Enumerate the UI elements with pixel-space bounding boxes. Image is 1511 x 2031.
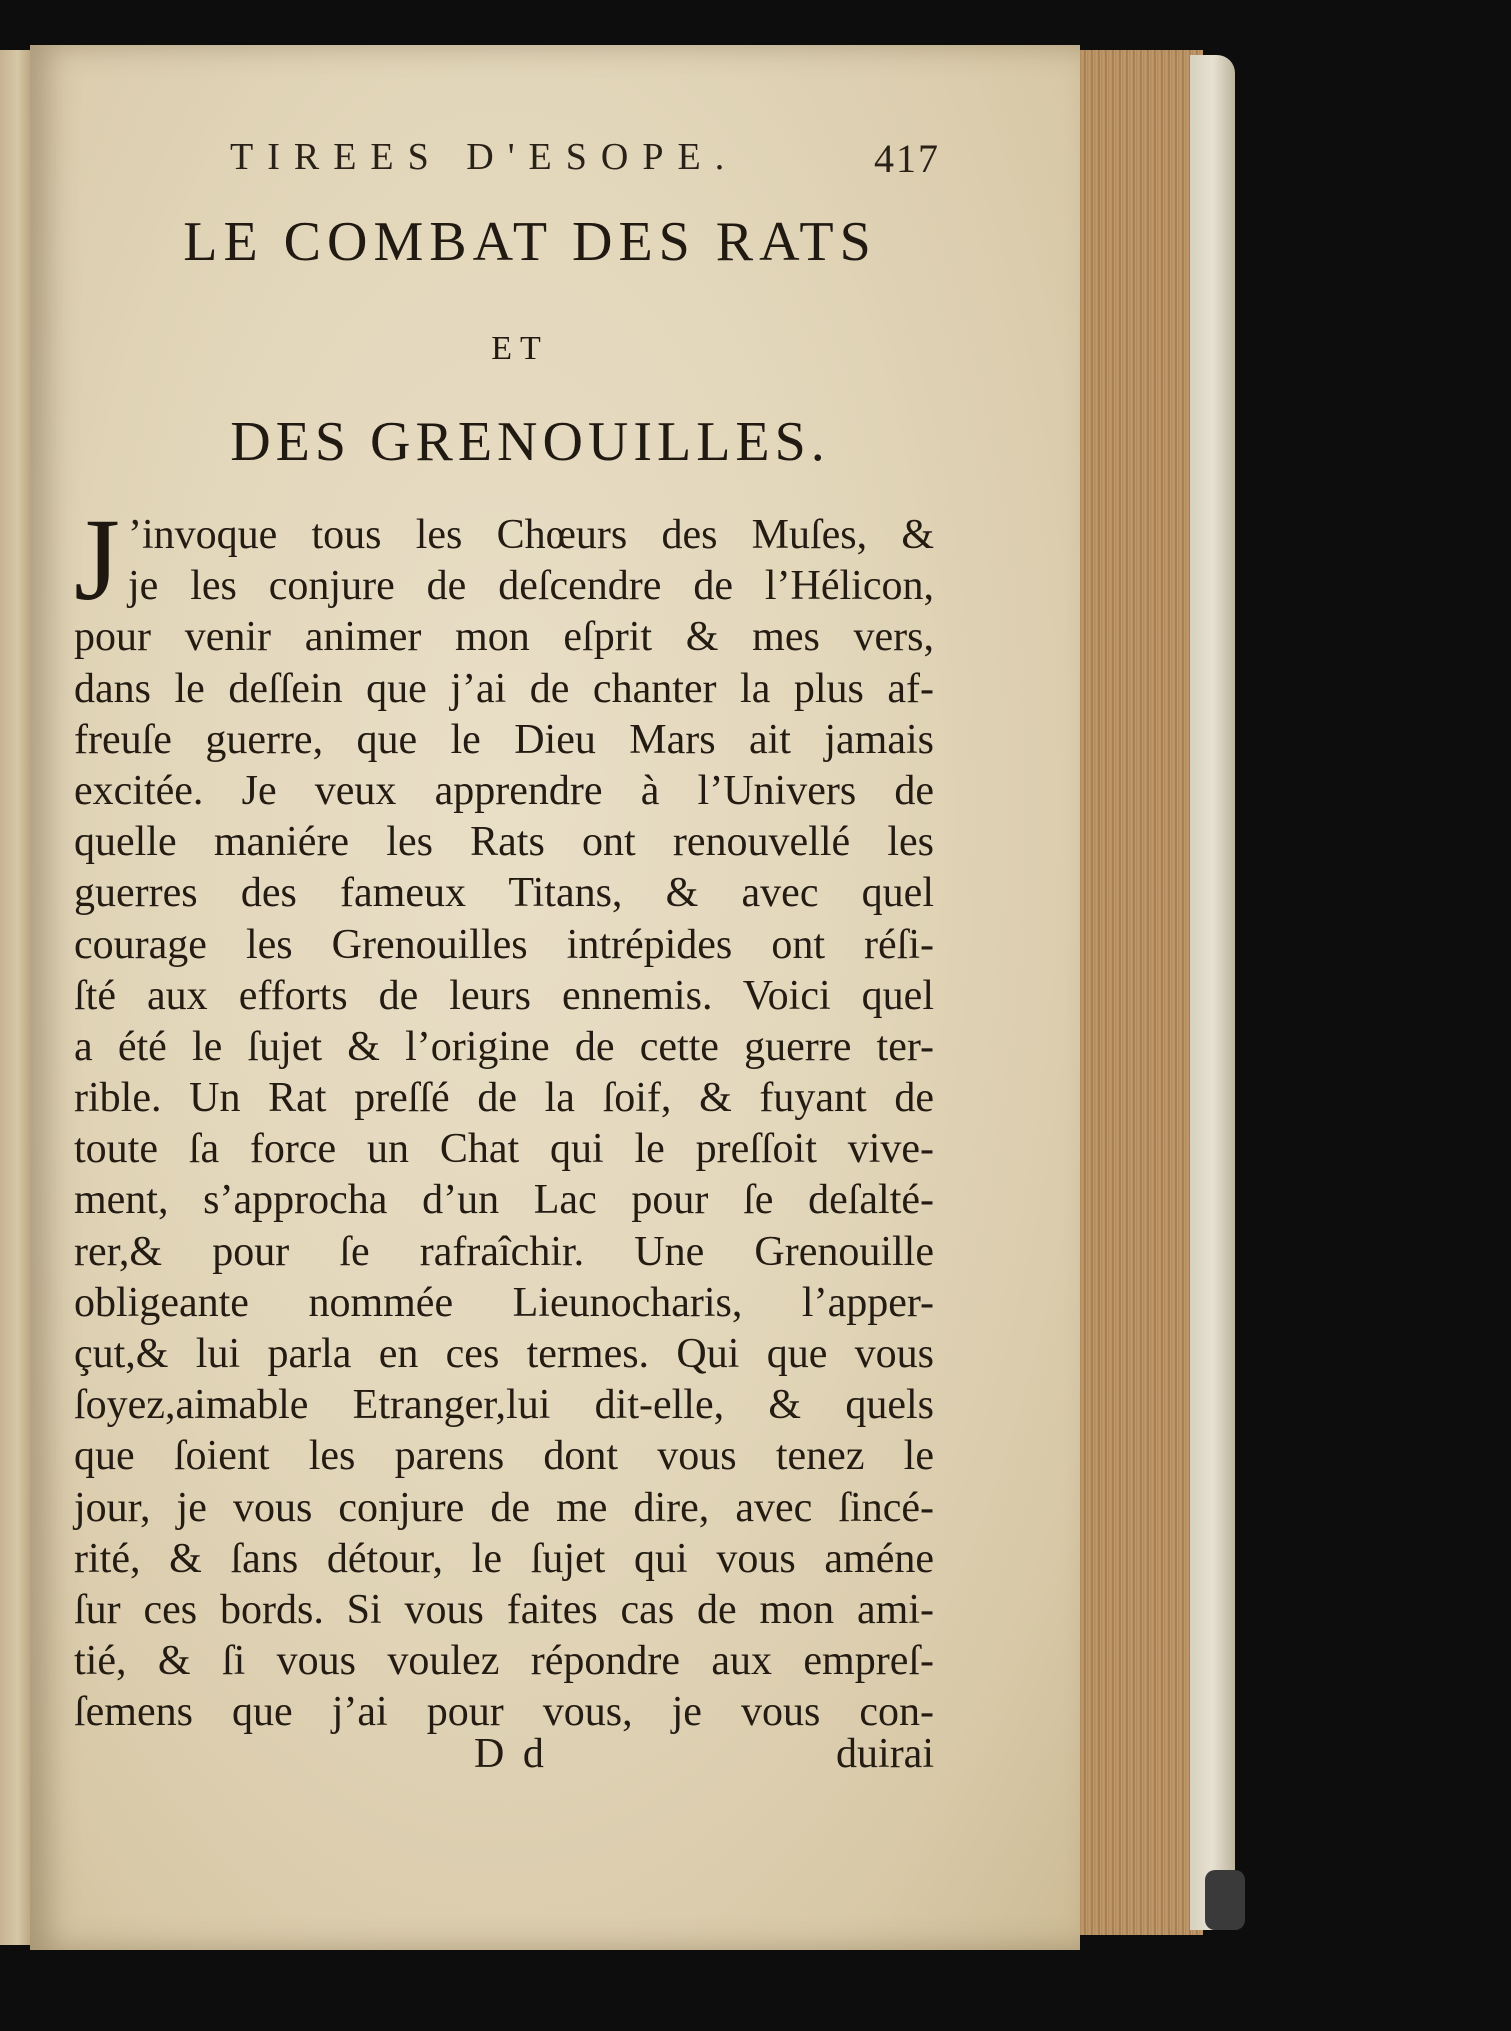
catchword: duirai (836, 1731, 934, 1777)
body-text (74, 510, 934, 1739)
text-line: rible. Un Rat preſſé de la ſoif, & fuyant de (74, 1075, 934, 1122)
text-line: que ſoient les parens dont vous tenez le (74, 1433, 934, 1480)
drop-cap: J (74, 494, 120, 625)
signature-mark: D d (474, 1731, 548, 1777)
text-line: ſemens que j’ai pour vous, je vous con- (74, 1689, 934, 1736)
text-line: rer,& pour ſe rafraîchir. Une Grenouille (74, 1228, 934, 1275)
text-line: freuſe guerre, que le Dieu Mars ait jamais (74, 716, 934, 763)
text-line: dans le deſſein que j’ai de chanter la plus af- (74, 665, 934, 712)
vellum-cover (1190, 55, 1235, 1930)
chapter-title-line-3: DES GRENOUILLES. (230, 411, 830, 473)
running-head (230, 135, 940, 195)
running-head-title: TIREES D'ESOPE. (230, 136, 739, 178)
text-line: ſté aux efforts de leurs ennemis. Voici quel (74, 972, 934, 1019)
text-line: a été le ſujet & l’origine de cette guerre ter- (74, 1023, 934, 1070)
footer-line (74, 1730, 934, 1785)
text-line: obligeante nommée Lieunocharis, l’apper- (74, 1279, 934, 1326)
facing-page-edge (0, 50, 34, 1945)
text-line: ſoyez,aimable Etranger,lui dit-elle, & quels (74, 1382, 934, 1429)
text-line: ment, s’approcha d’un Lac pour ſe deſalté- (74, 1177, 934, 1224)
text-line: guerres des fameux Titans, & avec quel (74, 870, 934, 917)
text-line: toute ſa force un Chat qui le preſſoit vive- (74, 1126, 934, 1173)
chapter-title-line-1: LE COMBAT DES RATS (183, 211, 877, 273)
chapter-title-line-2: ET (491, 330, 549, 367)
text-line: çut,& lui parla en ces termes. Qui que vous (74, 1331, 934, 1377)
page-block-edge (1070, 50, 1203, 1935)
text-line: courage les Grenouilles intrépides ont réſi- (74, 921, 934, 968)
text-line: excitée. Je veux apprendre à l’Univers de (74, 767, 934, 814)
text-line: je les conjure de deſcendre de l’Hélicon, (128, 563, 934, 610)
text-line: ’invoque tous les Chœurs des Muſes, & (128, 512, 934, 558)
page-number: 417 (874, 136, 940, 181)
cover-corner (1205, 1870, 1245, 1930)
text-line: rité, & ſans détour, le ſujet qui vous améne (74, 1535, 934, 1582)
text-line: pour venir animer mon eſprit & mes vers, (74, 614, 934, 661)
text-line: tié, & ſi vous voulez répondre aux empreſ- (74, 1638, 934, 1685)
text-line: ſur ces bords. Si vous faites cas de mon ami- (74, 1586, 934, 1633)
text-line: jour, je vous conjure de me dire, avec ſincé- (74, 1484, 934, 1531)
text-line: quelle maniére les Rats ont renouvellé les (74, 819, 934, 866)
